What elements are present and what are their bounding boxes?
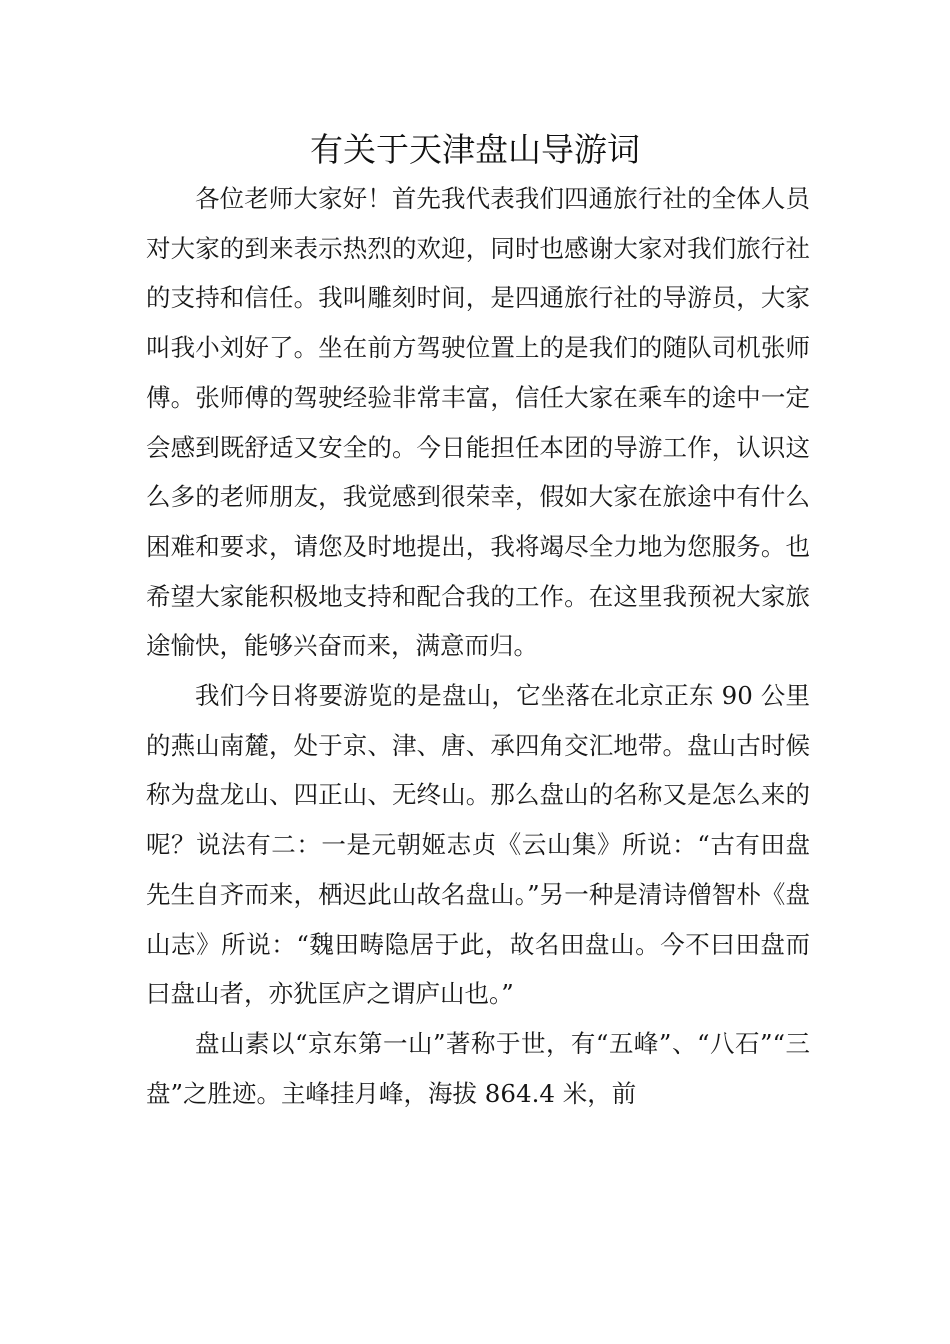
paragraph-panshan-intro: 我们今日将要游览的是盘山，它坐落在北京正东 90 公里的燕山南麓，处于京、津、唐、承四角交汇地带。盘山古时候称为盘龙山、四正山、无终山。那么盘山的名称又是怎么来的呢？说法有二：一是元朝姬志贞《云山集》所说：“古有田盘先生自齐而来，栖迟此山故名盘山。”另一种是清诗僧智朴《盘山志》所说：“魏田畴隐居于此，故名田盘山。今不曰田盘而曰盘山者，亦犹匡庐之谓庐山也。” (146, 681, 810, 1009)
document-body (146, 174, 810, 1118)
paragraph-panshan-fame: 盘山素以“京东第一山”著称于世，有“五峰”、“八石”“三盘”之胜迹。主峰挂月峰，海拔 864.4 米，前 (146, 1028, 810, 1108)
paragraph-welcome: 各位老师大家好！首先我代表我们四通旅行社的全体人员对大家的到来表示热烈的欢迎，同时也感谢大家对我们旅行社的支持和信任。我叫雕刻时间，是四通旅行社的导游员，大家叫我小刘好了。坐在前方驾驶位置上的是我们的随队司机张师傅。张师傅的驾驶经验非常丰富，信任大家在乘车的途中一定会感到既舒适又安全的。今日能担任本团的导游工作，认识这么多的老师朋友，我觉感到很荣幸，假如大家在旅途中有什么困难和要求，请您及时地提出，我将竭尽全力地为您服务。也希望大家能积极地支持和配合我的工作。在这里我预祝大家旅途愉快，能够兴奋而来，满意而归。 (146, 184, 810, 661)
document-title: 有关于天津盘山导游词 (310, 130, 640, 169)
